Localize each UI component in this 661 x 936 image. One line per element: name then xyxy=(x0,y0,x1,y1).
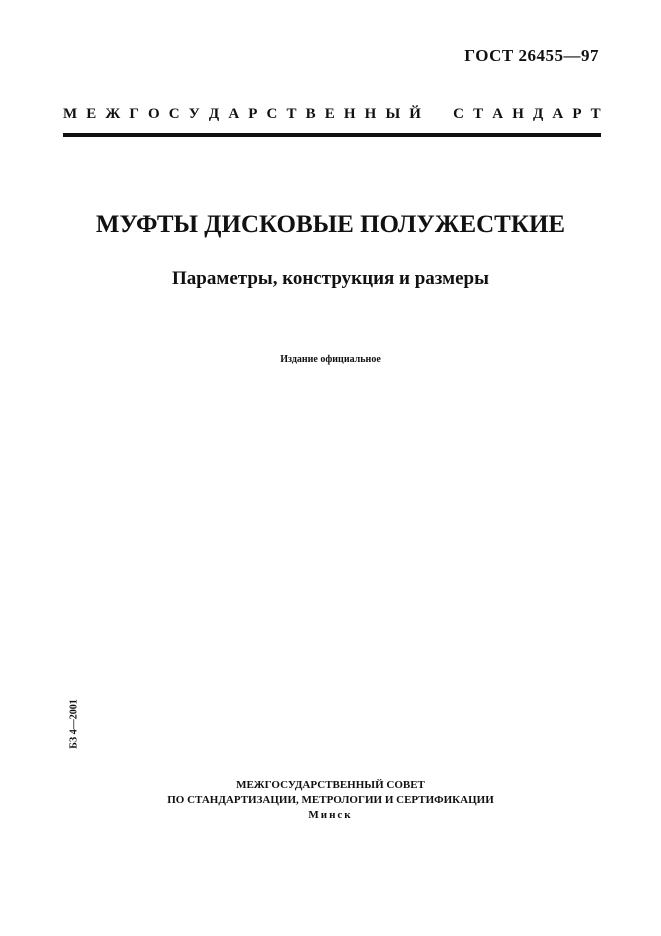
document-title: МУФТЫ ДИСКОВЫЕ ПОЛУЖЕСТКИЕ xyxy=(95,211,566,238)
publisher-line-2: ПО СТАНДАРТИЗАЦИИ, МЕТРОЛОГИИ И СЕРТИФИКАЦИИ xyxy=(167,794,494,806)
heading-letter: Д xyxy=(532,106,544,122)
heading-letter: Н xyxy=(512,106,524,122)
heading-letter: О xyxy=(148,106,160,122)
document-code: ГОСТ 26455—97 xyxy=(464,46,599,65)
heading-letter: Ы xyxy=(385,106,401,122)
heading-letter: Д xyxy=(208,106,220,122)
heading-letter: С xyxy=(168,106,180,122)
word-gap xyxy=(430,105,444,123)
heading-letter: Е xyxy=(86,106,97,122)
heading-letter: С xyxy=(453,106,465,122)
publisher-block xyxy=(0,778,661,823)
heading-letter: Н xyxy=(364,106,377,122)
heading-letter: Р xyxy=(248,106,258,122)
heading-letter: Р xyxy=(572,106,582,122)
heading-letter: С xyxy=(266,106,278,122)
heading-letter: М xyxy=(63,106,78,122)
heading-letter: Й xyxy=(409,106,421,122)
edition-note: Издание официальное xyxy=(280,354,381,365)
publisher-line-1: МЕЖГОСУДАРСТВЕННЫЙ СОВЕТ xyxy=(236,779,425,791)
standard-type-heading xyxy=(63,105,601,123)
heading-letter: Г xyxy=(129,106,139,122)
publisher-city: Минск xyxy=(308,809,353,821)
heading-letter: Т xyxy=(286,106,297,122)
heading-letter: Ж xyxy=(105,106,121,122)
document-subtitle: Параметры, конструкция и размеры xyxy=(172,268,489,289)
heading-letter: Н xyxy=(343,106,356,122)
heading-letter: А xyxy=(228,106,240,122)
heading-letter: У xyxy=(188,106,200,122)
heading-letter: Т xyxy=(473,106,484,122)
heading-letter: Т xyxy=(590,106,601,122)
heading-letter: А xyxy=(492,106,504,122)
heading-letter: В xyxy=(305,106,316,122)
heading-letter: А xyxy=(552,106,564,122)
header-rule xyxy=(63,133,601,137)
catalog-stamp: БЗ 4—2001 xyxy=(68,699,80,749)
heading-letter: Е xyxy=(324,106,335,122)
